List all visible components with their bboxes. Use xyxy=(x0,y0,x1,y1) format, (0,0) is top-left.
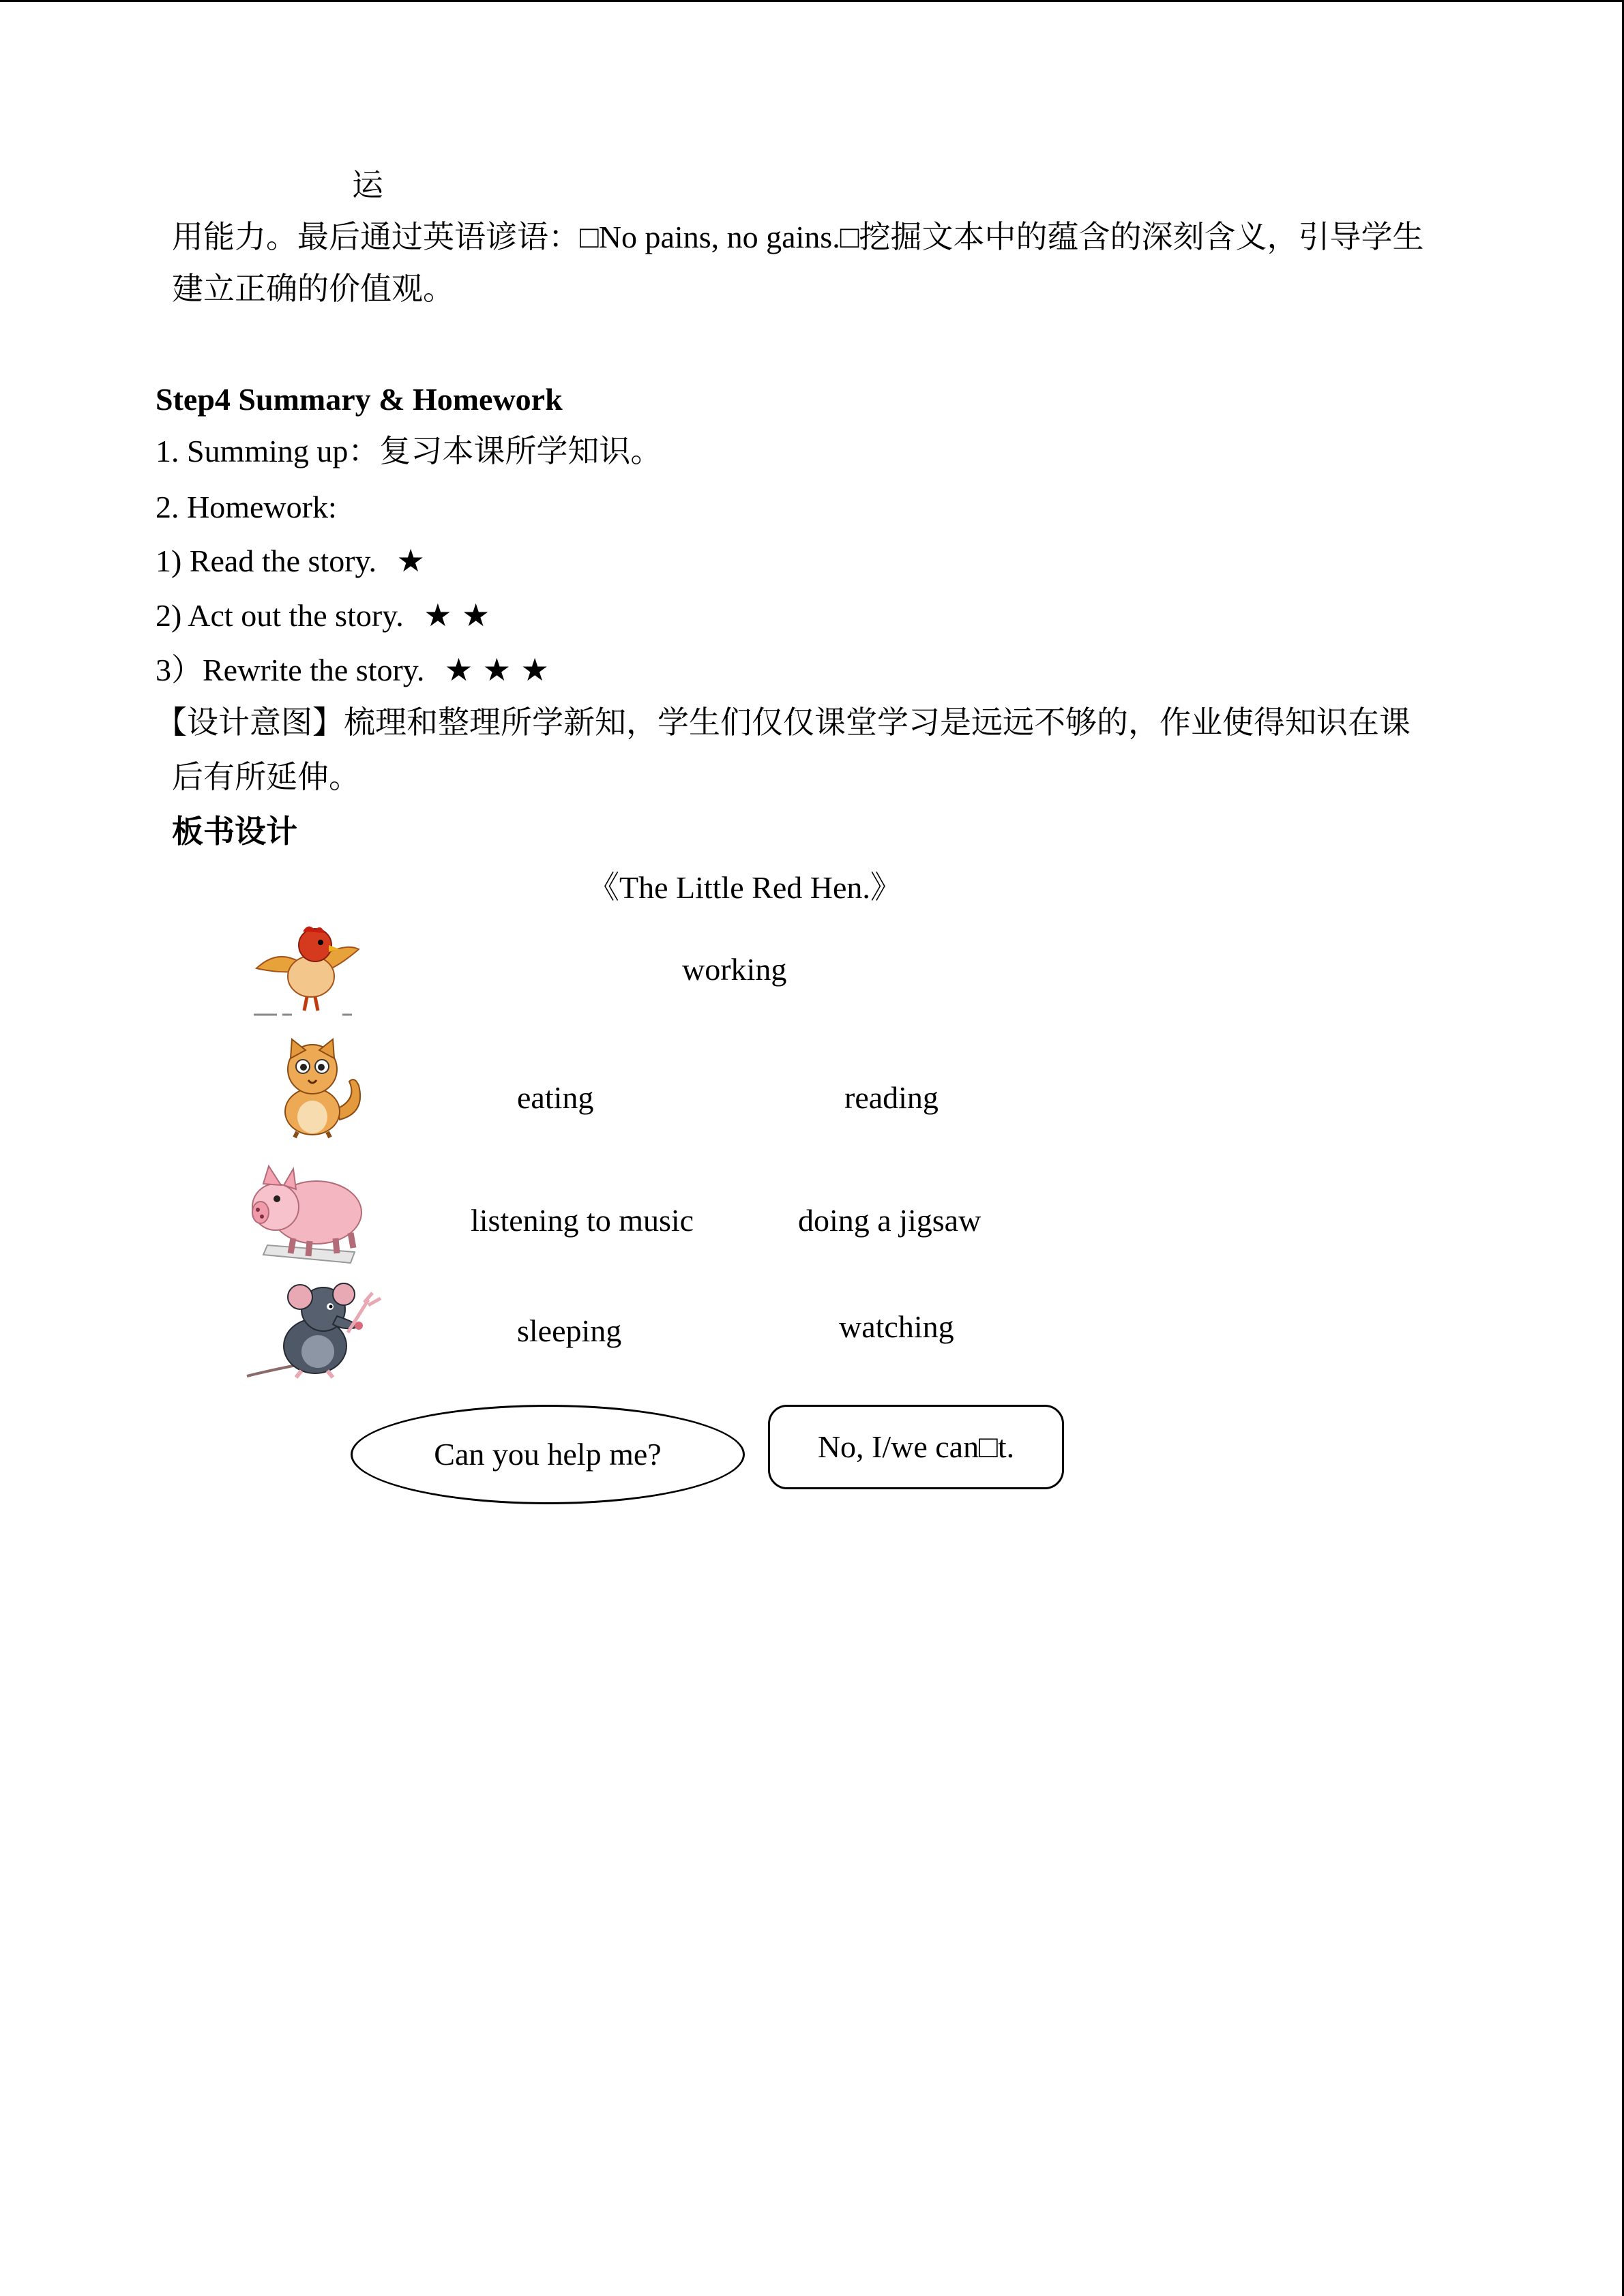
rat-word-2: watching xyxy=(839,1309,954,1344)
intro-line-1: 用能力。最后通过英语谚语：□No pains, no gains.□挖掘文本中的蕴含的深刻含义，引导学生 xyxy=(172,220,1424,254)
homework-act xyxy=(156,596,490,635)
board-title: 《The Little Red Hen.》 xyxy=(588,870,902,905)
design-intent-line-1: 【设计意图】梳理和整理所学新知，学生们仅仅课堂学习是远远不够的，作业使得知识在课 xyxy=(156,705,1411,740)
homework-rewrite-text: 3）Rewrite the story. xyxy=(156,653,425,687)
homework-read-text: 1) Read the story. xyxy=(156,543,377,578)
design-intent-line-2: 后有所延伸。 xyxy=(172,760,360,794)
cat-icon xyxy=(263,1038,370,1140)
summing-up-item: 1. Summing up：复习本课所学知识。 xyxy=(156,434,662,468)
homework-item: 2. Homework: xyxy=(156,490,337,524)
question-text: Can you help me? xyxy=(434,1437,662,1472)
homework-rewrite xyxy=(156,651,549,689)
rat-icon xyxy=(241,1275,387,1382)
board-heading: 板书设计 xyxy=(172,814,297,849)
pig-icon xyxy=(248,1162,368,1268)
page-top-border xyxy=(0,0,1624,2)
answer-box xyxy=(768,1405,1064,1489)
pig-word-1: listening to music xyxy=(471,1203,694,1238)
cat-word-2: reading xyxy=(844,1080,939,1115)
step4-heading: Step4 Summary & Homework xyxy=(156,382,563,417)
cat-word-1: eating xyxy=(517,1080,594,1115)
pig-word-2: doing a jigsaw xyxy=(798,1203,981,1238)
star-rating-3: ★ ★ ★ xyxy=(444,651,549,688)
answer-text: No, I/we can□t. xyxy=(817,1429,1015,1464)
homework-act-text: 2) Act out the story. xyxy=(156,598,404,633)
homework-read xyxy=(156,541,425,580)
hen-icon xyxy=(250,922,366,1019)
hen-word-1: working xyxy=(682,952,787,987)
rat-word-1: sleeping xyxy=(517,1313,622,1348)
star-rating-1: ★ xyxy=(396,542,425,579)
question-bubble xyxy=(351,1405,745,1504)
intro-fragment: 运 xyxy=(352,168,383,203)
intro-line-2: 建立正确的价值观。 xyxy=(172,271,454,306)
star-rating-2: ★ ★ xyxy=(424,597,490,633)
